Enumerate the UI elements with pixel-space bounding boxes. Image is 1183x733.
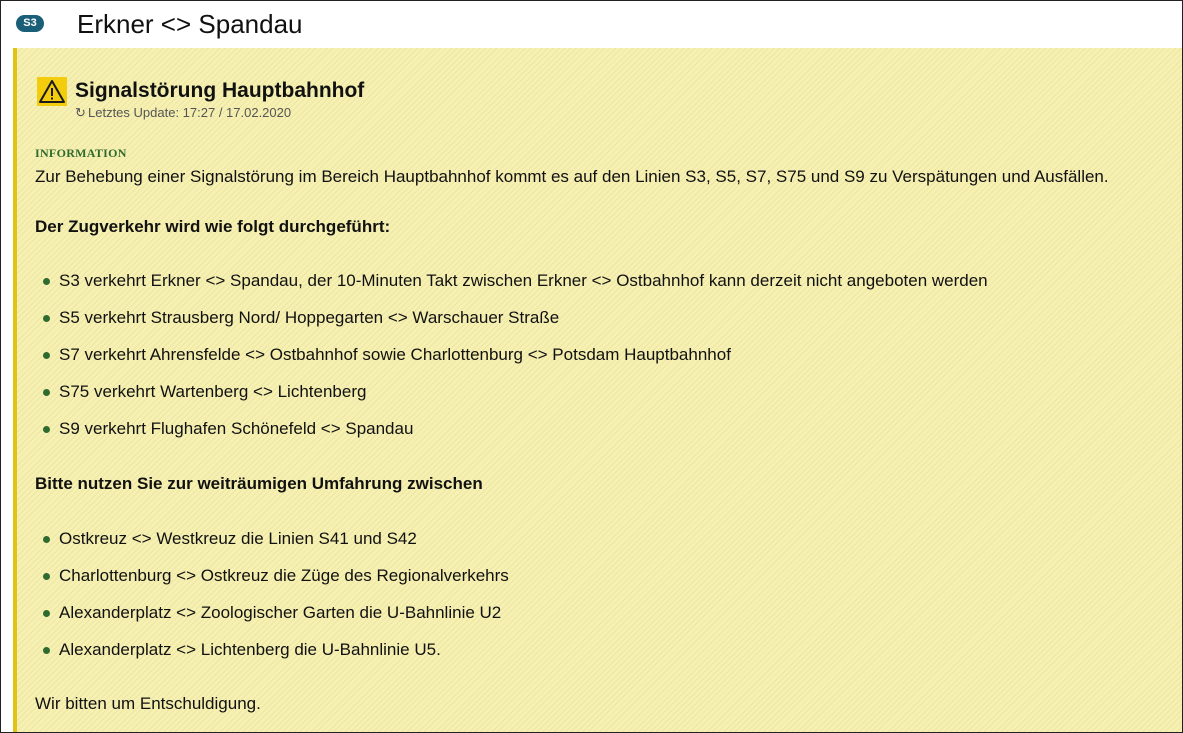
- line-badge: S3: [16, 15, 44, 32]
- route-header: [1, 1, 1182, 48]
- heading-train-service: Der Zugverkehr wird wie folgt durchgeführt:: [35, 217, 391, 236]
- closing-text: Wir bitten um Entschuldigung.: [35, 694, 261, 713]
- list-item: S5 verkehrt Strausberg Nord/ Hoppegarten <> Warschauer Straße: [43, 307, 988, 344]
- last-update-text: Letztes Update: 17:27 / 17.02.2020: [88, 105, 292, 120]
- bullet-icon: [43, 647, 50, 654]
- list-item: Alexanderplatz <> Lichtenberg die U-Bahnlinie U5.: [43, 639, 509, 676]
- section-label-information: INFORMATION: [35, 146, 127, 160]
- bullet-icon: [43, 315, 50, 322]
- bullet-icon: [43, 278, 50, 285]
- list-item: S7 verkehrt Ahrensfelde <> Ostbahnhof sowie Charlottenburg <> Potsdam Hauptbahnhof: [43, 344, 988, 381]
- route-title: Erkner <> Spandau: [77, 9, 303, 39]
- disruption-panel: [13, 48, 1183, 732]
- intro-text: Zur Behebung einer Signalstörung im Bereich Hauptbahnhof kommt es auf den Linien S3, S5, S7, S75 und S9 zu Verspätungen und Ausfällen.: [35, 167, 1109, 186]
- list-item: Alexanderplatz <> Zoologischer Garten die U-Bahnlinie U2: [43, 602, 509, 639]
- alert-title: Signalstörung Hauptbahnhof: [75, 79, 365, 102]
- train-service-list: [43, 270, 988, 455]
- bullet-icon: [43, 426, 50, 433]
- alternatives-list: [43, 528, 509, 676]
- last-update: [75, 105, 291, 121]
- bullet-icon: [43, 389, 50, 396]
- bullet-icon: [43, 573, 50, 580]
- list-item: Ostkreuz <> Westkreuz die Linien S41 und S42: [43, 528, 509, 565]
- heading-alternatives: Bitte nutzen Sie zur weiträumigen Umfahrung zwischen: [35, 474, 483, 493]
- list-item: S9 verkehrt Flughafen Schönefeld <> Spandau: [43, 418, 988, 455]
- warning-triangle-icon: [37, 77, 67, 106]
- refresh-icon: ↻: [75, 105, 86, 120]
- list-item: S75 verkehrt Wartenberg <> Lichtenberg: [43, 381, 988, 418]
- bullet-icon: [43, 610, 50, 617]
- list-item: Charlottenburg <> Ostkreuz die Züge des Regionalverkehrs: [43, 565, 509, 602]
- list-item: S3 verkehrt Erkner <> Spandau, der 10-Minuten Takt zwischen Erkner <> Ostbahnhof kann derzeit nicht angeboten werden: [43, 270, 988, 307]
- bullet-icon: [43, 536, 50, 543]
- bullet-icon: [43, 352, 50, 359]
